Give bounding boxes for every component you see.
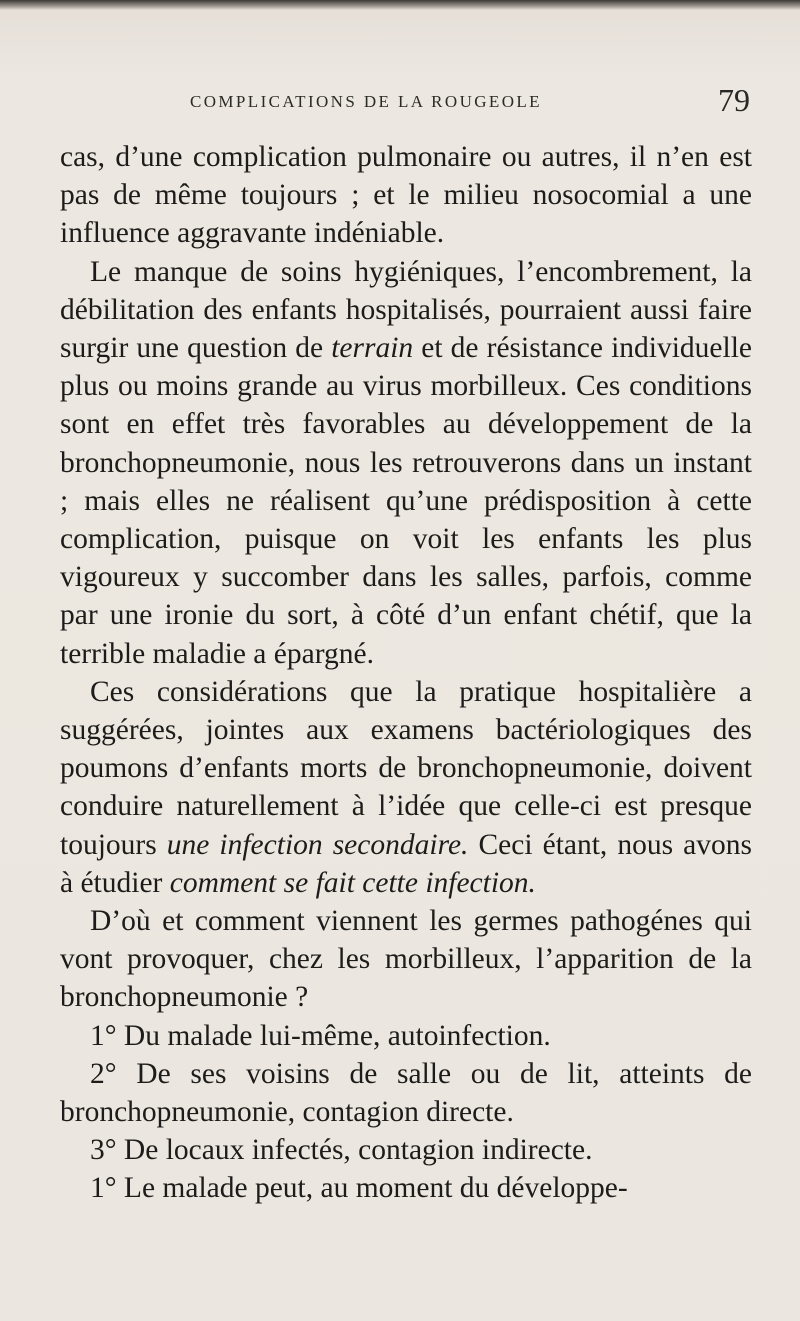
list-item-1: 1° Du malade lui-même, autoinfection.: [90, 1019, 551, 1052]
page-header: [70, 82, 750, 128]
paragraph-3-part-a: Ces considérations que la pratique hospitalière a suggérées, jointes aux examens bactériologiques des poumons d’enfants morts de bronchopneumonie, doivent conduire naturellement à l’idée que celle-ci est presque toujours: [60, 675, 752, 861]
paragraph-3-italic-comment: comment se fait cette infection.: [169, 866, 536, 899]
running-head: COMPLICATIONS DE LA ROUGEOLE: [190, 92, 542, 111]
paragraph-3-part-c: Ceci étant, nous avons à étudier: [60, 828, 752, 899]
paragraph-2-part-c: et de résistance individuelle plus ou moins grande au virus morbilleux. Ces conditions sont en effet très favorables au développement de la bronchopneumonie, nous les retrouverons dans un instant ; mais elles ne réalisent qu’une prédisposition à cette complication, puisque on voit les enfants les plus vigoureux y succomber dans les salles, parfois, comme par une ironie du sort, à côté d’un enfant chétif, que la terrible maladie a épargné.: [60, 332, 752, 670]
paragraph-2: [60, 253, 752, 673]
paragraph-3: [60, 673, 752, 902]
list-item-3: 3° De locaux infectés, contagion indirecte.: [90, 1134, 593, 1167]
paragraph-1: cas, d’une complication pulmonaire ou autres, il n’en est pas de même toujours ; et le milieu nosocomial a une influence aggravante indéniable.: [60, 141, 752, 250]
page-number: 79: [718, 82, 750, 118]
body-text: [60, 138, 752, 1208]
paragraph-3-italic-infection: une infection secondaire.: [166, 828, 469, 861]
list-item-2: 2° De ses voisins de salle ou de lit, atteints de bronchopneumonie, contagion directe.: [60, 1057, 752, 1129]
paragraph-last: 1° Le malade peut, au moment du développe-: [90, 1172, 628, 1205]
paragraph-2-italic-terrain: terrain: [331, 332, 414, 365]
paragraph-2-part-a: Le manque de soins hygiéniques, l’encombrement, la débilitation des enfants hospitalisés, pourraient aussi faire surgir une question de: [60, 255, 752, 365]
page-top-edge: [0, 0, 800, 10]
paragraph-4: D’où et comment viennent les germes pathogénes qui vont provoquer, chez les morbilleux, l’apparition de la bronchopneumonie ?: [60, 905, 752, 1014]
